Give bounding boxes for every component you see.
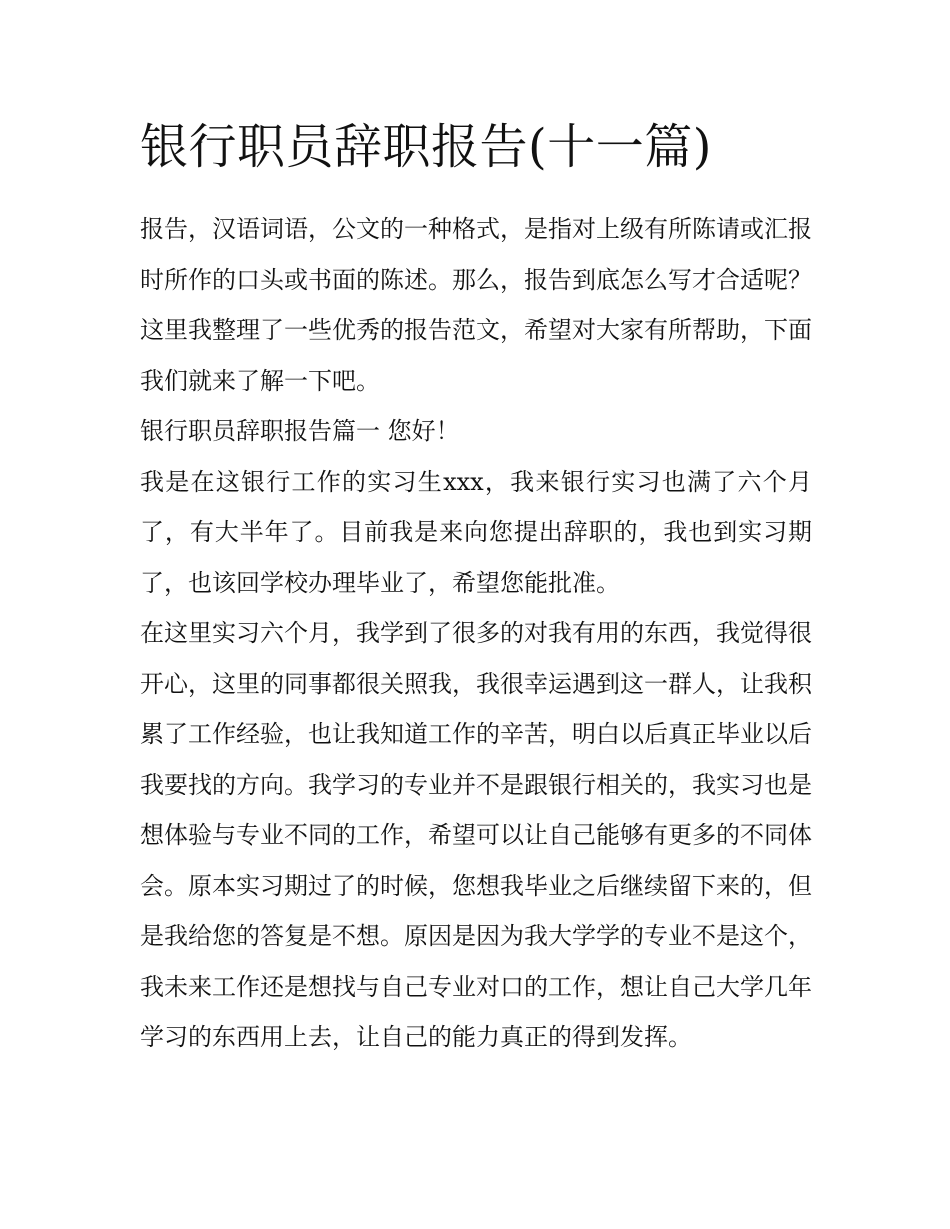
intro-paragraph: 报告，汉语词语，公文的一种格式，是指对上级有所陈请或汇报时所作的口头或书面的陈述。那么，报告到底怎么写才合适呢？这里我整理了一些优秀的报告范文，希望对大家有所帮助，下面我们就来了解一下吧。 — [140, 215, 812, 395]
body-paragraph: 我是在这银行工作的实习生xxx，我来银行实习也满了六个月了，有大半年了。目前我是来向您提出辞职的，我也到实习期了，也该回学校办理毕业了，希望您能批准。 — [140, 467, 812, 597]
section-heading-greeting: 银行职员辞职报告篇一 您好！ — [140, 417, 460, 445]
document-title: 银行职员辞职报告(十一篇) — [140, 119, 712, 175]
body-paragraph: 在这里实习六个月，我学到了很多的对我有用的东西，我觉得很开心，这里的同事都很关照我，我很幸运遇到这一群人，让我积累了工作经验，也让我知道工作的辛苦，明白以后真正毕业以后我要找的方向。我学习的专业并不是跟银行相关的，我实习也是想体验与专业不同的工作，希望可以让自己能够有更多的不同体会。原本实习期过了的时候，您想我毕业之后继续留下来的，但是我给您的答复是不想。原因是因为我大学学的专业不是这个，我未来工作还是想找与自己专业对口的工作，想让自己大学几年学习的东西用上去，让自己的能力真正的得到发挥。 — [140, 619, 812, 1051]
document-body — [140, 112, 812, 1063]
